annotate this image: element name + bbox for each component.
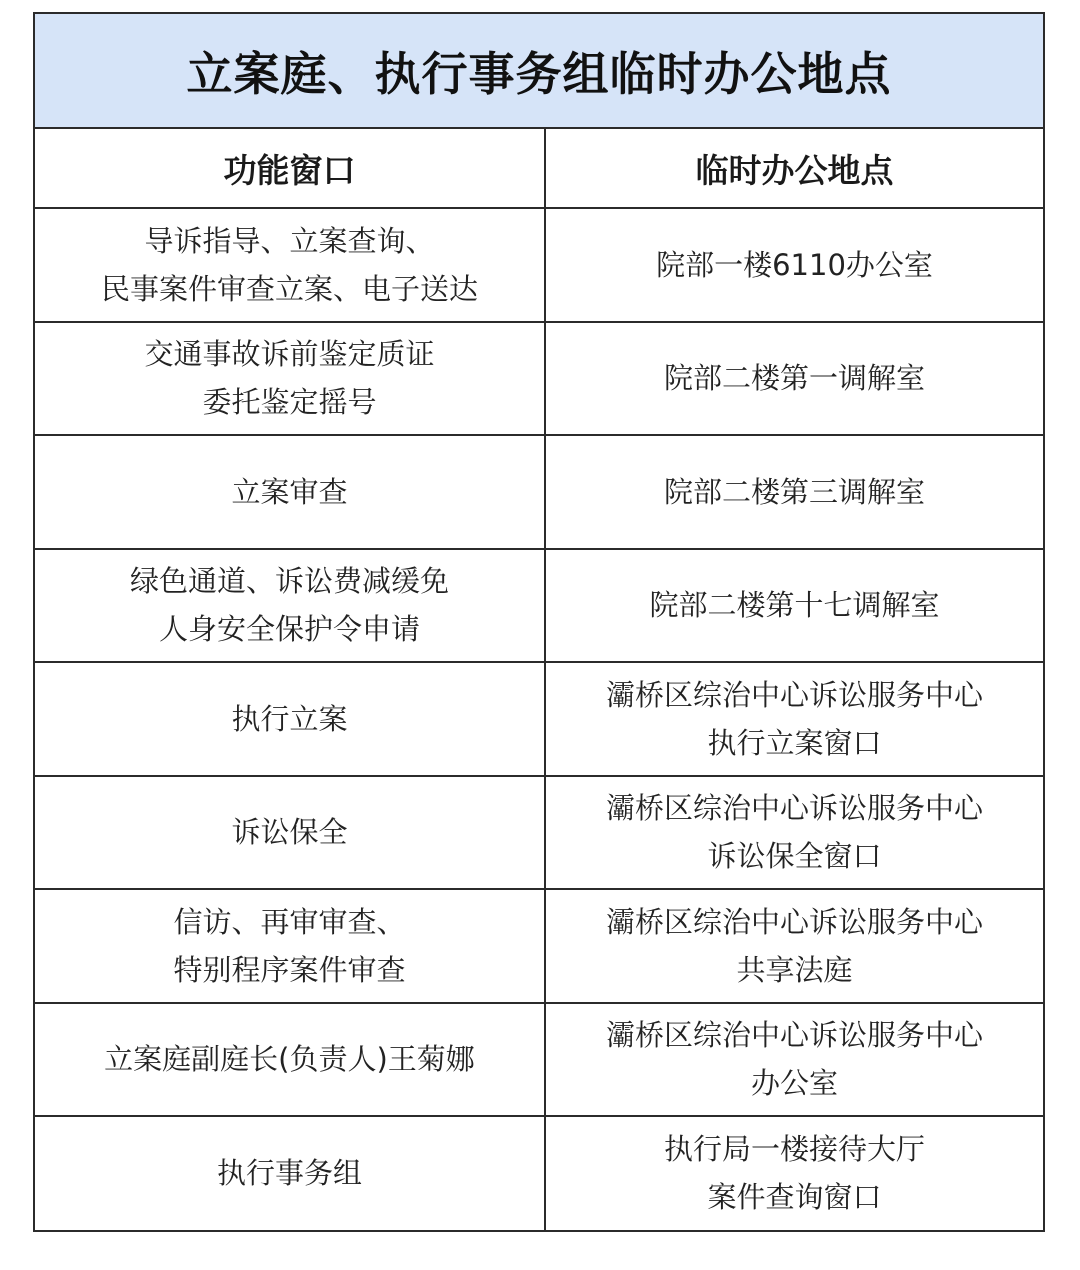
location-text: 院部二楼第一调解室 [663,361,925,396]
location-text: 灞桥区综治中心诉讼服务中心 [605,791,983,826]
function-window-cell [35,1116,545,1230]
location-text: 案件查询窗口 [707,1180,882,1215]
table-row [35,208,1043,322]
table-row [35,322,1043,436]
table-body [35,208,1043,1230]
location-cell [545,1003,1043,1117]
location-text: 诉讼保全窗口 [707,839,882,874]
table-row [35,435,1043,549]
function-window-text: 诉讼保全 [231,815,348,850]
function-window-cell [35,776,545,890]
office-location-table [35,129,1043,1230]
function-window-text: 立案审查 [231,474,348,509]
function-window-text: 执行事务组 [216,1156,362,1191]
location-text: 灞桥区综治中心诉讼服务中心 [605,677,983,712]
function-window-text: 民事案件审查立案、电子送达 [100,271,478,306]
location-cell [545,322,1043,436]
location-text: 执行立案窗口 [707,725,882,760]
table-row [35,662,1043,776]
table-row [35,1116,1043,1230]
table-row [35,1003,1043,1117]
function-window-text: 执行立案 [231,701,348,736]
office-location-table-card [33,12,1045,1232]
location-text: 执行局一楼接待大厅 [663,1132,925,1167]
table-row [35,889,1043,1003]
location-text: 院部一楼6110办公室 [656,247,933,282]
function-window-cell [35,435,545,549]
location-text: 共享法庭 [736,952,853,987]
function-window-cell [35,1003,545,1117]
table-title: 立案庭、执行事务组临时办公地点 [35,14,1043,129]
location-text: 院部二楼第十七调解室 [649,588,940,623]
location-cell [545,435,1043,549]
location-cell [545,776,1043,890]
function-window-cell [35,889,545,1003]
function-window-cell [35,322,545,436]
function-window-text: 特别程序案件审查 [173,952,406,987]
location-cell [545,549,1043,663]
location-text: 灞桥区综治中心诉讼服务中心 [605,904,983,939]
function-window-cell [35,549,545,663]
location-cell [545,889,1043,1003]
function-window-text: 人身安全保护令申请 [158,612,420,647]
function-window-text: 委托鉴定摇号 [202,385,377,420]
header-temporary-location: 临时办公地点 [545,129,1043,208]
function-window-text: 立案庭副庭长(负责人)王菊娜 [104,1042,475,1077]
header-function-window: 功能窗口 [35,129,545,208]
location-text: 院部二楼第三调解室 [663,474,925,509]
location-cell [545,1116,1043,1230]
location-cell [545,662,1043,776]
location-text: 办公室 [750,1066,838,1101]
table-row [35,776,1043,890]
function-window-text: 绿色通道、诉讼费减缓免 [129,564,449,599]
header-row [35,129,1043,208]
table-row [35,549,1043,663]
function-window-text: 交通事故诉前鉴定质证 [144,337,435,372]
function-window-text: 导诉指导、立案查询、 [144,223,435,258]
function-window-text: 信访、再审审查、 [173,904,406,939]
function-window-cell [35,208,545,322]
location-cell [545,208,1043,322]
location-text: 灞桥区综治中心诉讼服务中心 [605,1018,983,1053]
function-window-cell [35,662,545,776]
